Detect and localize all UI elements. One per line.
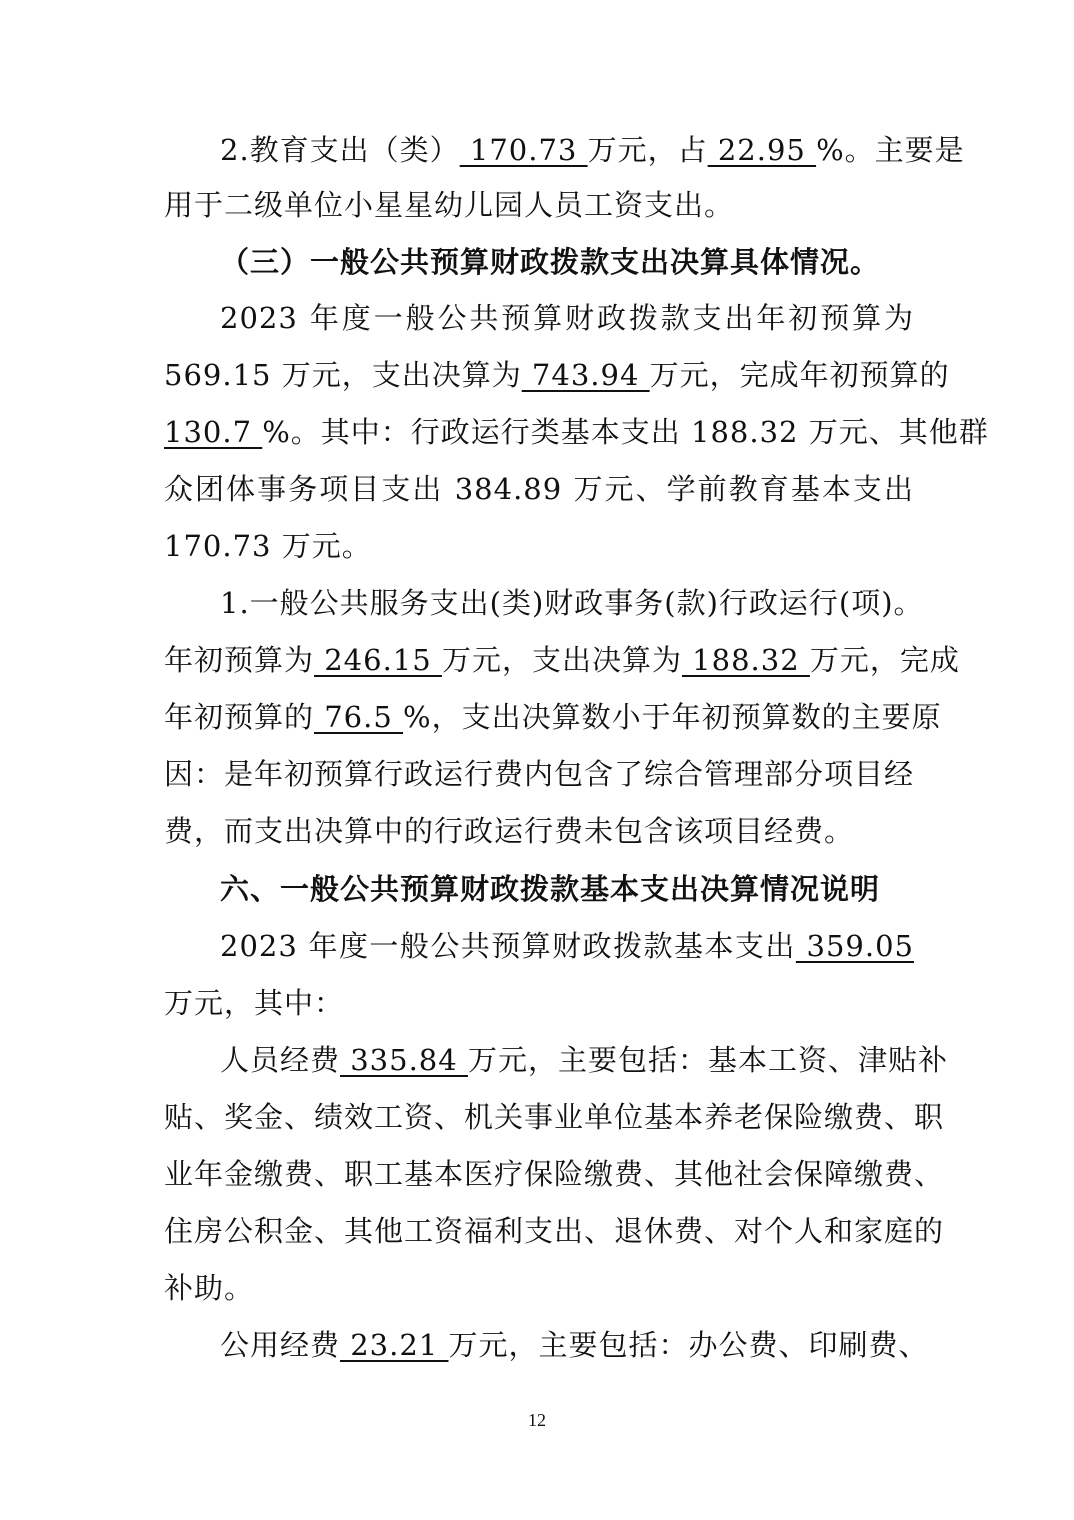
text: 年初预算为	[164, 643, 315, 677]
underlined-percent: 76.5	[314, 700, 404, 734]
text: %。其中：行政运行类基本支出 188.32 万元、其他群	[262, 415, 989, 449]
paragraph-line: 贴、奖金、绩效工资、机关事业单位基本养老保险缴费、职	[164, 1100, 945, 1134]
underlined-amount: 170.73	[459, 133, 588, 167]
text: 万元，主要包括：办公费、印刷费、	[448, 1328, 929, 1362]
underlined-amount: 188.32	[681, 643, 810, 677]
text: 万元，完成	[809, 643, 960, 677]
paragraph-line	[220, 1325, 929, 1365]
text: %。主要是	[816, 133, 965, 167]
text: 万元，支出决算为	[441, 643, 682, 677]
text: 公用经费	[220, 1328, 341, 1362]
paragraph-line	[164, 640, 960, 680]
paragraph-line: 众团体事务项目支出 384.89 万元、学前教育基本支出	[164, 472, 914, 506]
paragraph-line	[220, 130, 965, 170]
page-number: 12	[528, 1410, 546, 1430]
paragraph-line: 170.73 万元。	[164, 529, 372, 563]
underlined-percent: 130.7	[164, 415, 263, 449]
text: 年初预算的	[164, 700, 315, 734]
paragraph-line: 补助。	[164, 1271, 255, 1305]
paragraph-line: 1.一般公共服务支出(类)财政事务(款)行政运行(项)。	[220, 586, 924, 620]
text: %，支出决算数小于年初预算数的主要原	[403, 700, 942, 734]
text: 2023 年度一般公共预算财政拨款基本支出	[220, 929, 796, 963]
paragraph-line: 用于二级单位小星星幼儿园人员工资支出。	[164, 188, 735, 222]
paragraph-line: 万元，其中：	[164, 986, 345, 1020]
paragraph-line	[164, 412, 989, 452]
paragraph-line: 因：是年初预算行政运行费内包含了综合管理部分项目经	[164, 757, 915, 791]
paragraph-line: 费，而支出决算中的行政运行费未包含该项目经费。	[164, 814, 855, 848]
paragraph-line: 2023 年度一般公共预算财政拨款支出年初预算为	[220, 301, 914, 335]
underlined-amount: 23.21	[340, 1328, 449, 1362]
paragraph-line	[164, 355, 950, 395]
text: 万元，主要包括：基本工资、津贴补	[467, 1043, 948, 1077]
text: 2.教育支出（类）	[220, 133, 460, 167]
section-heading: （三）一般公共预算财政拨款支出决算具体情况。	[220, 245, 881, 279]
text: 万元，占	[587, 133, 708, 167]
underlined-amount: 335.84	[340, 1043, 468, 1077]
underlined-percent: 22.95	[707, 133, 817, 167]
paragraph-line	[220, 1040, 948, 1080]
text: 569.15 万元，支出决算为	[164, 358, 522, 392]
underlined-amount: 246.15	[314, 643, 442, 677]
text: 人员经费	[220, 1043, 341, 1077]
text: 万元，完成年初预算的	[649, 358, 950, 392]
paragraph-line	[164, 697, 942, 737]
paragraph-line	[220, 926, 914, 966]
paragraph-line: 业年金缴费、职工基本医疗保险缴费、其他社会保障缴费、	[164, 1157, 945, 1191]
paragraph-line: 住房公积金、其他工资福利支出、退休费、对个人和家庭的	[164, 1214, 945, 1248]
section-heading: 六、一般公共预算财政拨款基本支出决算情况说明	[220, 872, 881, 906]
underlined-amount: 743.94	[521, 358, 650, 392]
underlined-amount: 359.05	[795, 929, 914, 963]
